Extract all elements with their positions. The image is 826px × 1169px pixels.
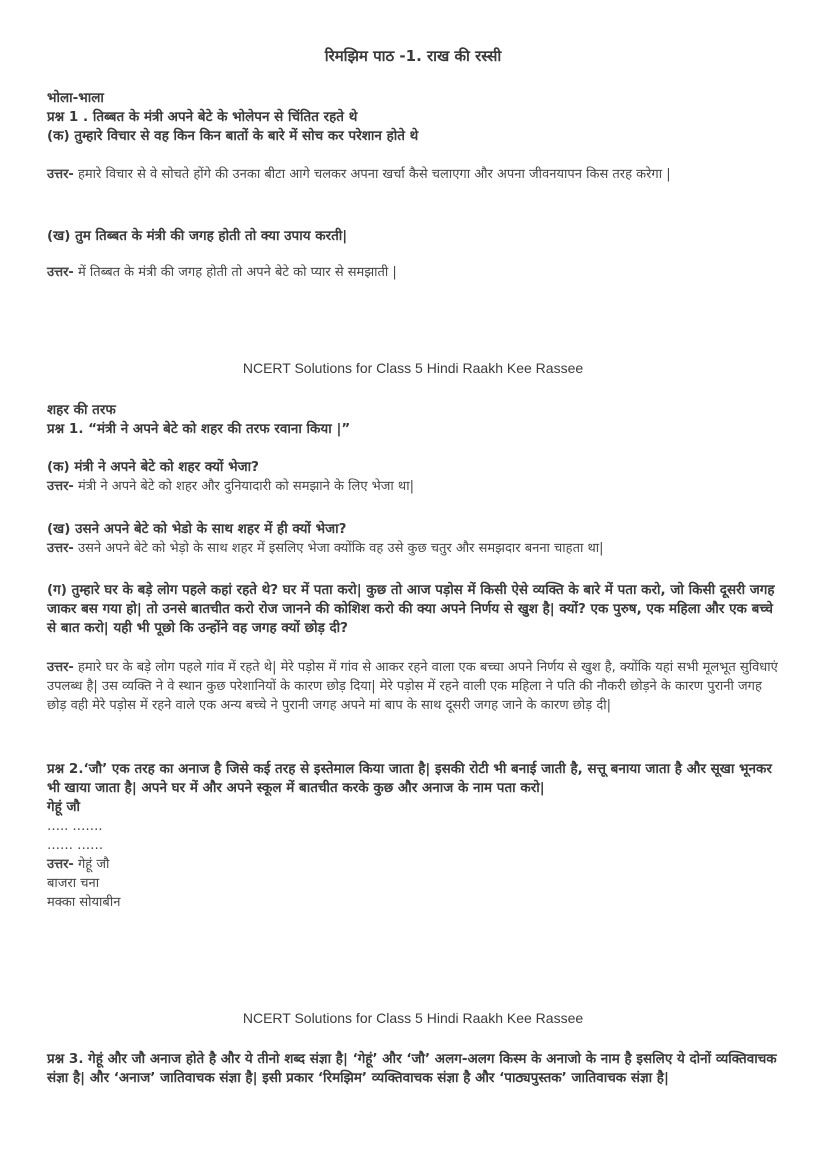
question-1c-block <box>47 581 782 638</box>
answer-text: गेहूं जौ <box>73 857 110 872</box>
blank-line: ….. ……. <box>47 819 103 834</box>
question-1: प्रश्न 1 . तिब्बत के मंत्री अपने बेटे के भोलेपन से चिंतित रहते थे <box>47 109 358 125</box>
grain-line: गेहूं जौ <box>47 799 80 815</box>
question-1c: (ग) तुम्हारे घर के बड़े लोग पहले कहां रहते थे? घर में पता करो| कुछ तो आज पड़ोस में किसी ऐसे व्यक्ति के बारे में पता करो, जो किसी दूसरी जगह जाकर बस गया हो| तो उनसे बातचीत करो रोज जानने की कोशिश करो की क्या अपने निर्णय से खुश है| क्यों? एक पुरुष, एक महिला और एक बच्चे से बात करो| यही भी पूछो कि उन्होंने वह जगह क्यों छोड़ दी? <box>47 582 775 636</box>
question-2-block <box>47 760 782 912</box>
question-2: प्रश्न 2.‘जौ’ एक तरह का अनाज है जिसे कई तरह से इस्तेमाल किया जाता है| इसकी रोटी भी बनाई जाती है, सत्तू बनाया जाता है और सूखा भूनकर भी खाया जाता है| अपने घर में और अपने स्कूल में बातचीत करके कुछ और अनाज के नाम पता करो| <box>47 761 772 796</box>
answer-label: उत्तर- <box>47 265 74 280</box>
answer-line: बाजरा चना <box>47 876 100 891</box>
qa-1b <box>47 520 782 558</box>
blank-line: …… …… <box>47 838 104 853</box>
section-heading: शहर की तरफ <box>47 402 116 418</box>
question-1b: (ख) तुम तिब्बत के मंत्री की जगह होती तो क्या उपाय करती| <box>47 228 348 244</box>
answer-text: हमारे घर के बड़े लोग पहले गांव में रहते थे| मेरे पड़ोस में गांव से आकर रहने वाला एक बच्चा अपने निर्णय से खुश है, क्योंकि यहां सभी मूलभूत सुविधाएं उपलब्ध है| उस व्यक्ति ने वे स्थान कुछ परेशानियों के कारण छोड़ दिया| मेरे पड़ोस में रहने वाली एक महिला ने पति की नौकरी छोड़ने के कारण पुरानी जगह छोड़ वही मेरे पड़ोस में रहने वाले एक अन्य बच्चे ने पुरानी जगह अपने मां बाप के साथ दूसरी जगह जाने के कारण छोड़ दी| <box>47 660 778 713</box>
answer-line: मक्का सोयाबीन <box>47 895 121 910</box>
section-bhola-bhala <box>47 89 782 146</box>
answer-text: मंत्री ने अपने बेटे को शहर और दुनियादारी को समझाने के लिए भेजा था| <box>73 479 414 494</box>
question-1: प्रश्न 1. “मंत्री ने अपने बेटे को शहर की तरफ रवाना किया |” <box>47 421 351 437</box>
question-1b-block <box>47 227 782 246</box>
question-1a: (क) तुम्हारे विचार से वह किन किन बातों के बारे में सोच कर परेशान होते थे <box>47 128 419 144</box>
page-header: NCERT Solutions for Class 5 Hindi Raakh Kee Rassee <box>242 1010 584 1026</box>
question-3: प्रश्न 3. गेहूं और जौ अनाज होते है और ये तीनो शब्द संज्ञा है| ‘गेहूं’ और ‘जौ’ अलग-अलग किस्म के अनाजो के नाम है इसलिए ये दोनों व्यक्तिवाचक संज्ञा है| और ‘अनाज’ जातिवाचक संज्ञा है| इसी प्रकार ‘रिमझिम’ व्यक्तिवाचक संज्ञा है और ‘पाठ्यपुस्तक’ जातिवाचक संज्ञा है| <box>47 1051 777 1086</box>
answer-1c <box>47 658 782 715</box>
answer-label: उत्तर- <box>47 660 74 675</box>
question-3-block <box>47 1050 782 1088</box>
answer-label: उत्तर- <box>47 857 74 872</box>
answer-label: उत्तर- <box>47 541 74 556</box>
section-heading: भोला-भाला <box>47 90 104 106</box>
answer-text: उसने अपने बेटे को भेड़ो के साथ शहर में इसलिए भेजा क्योंकि वह उसे कुछ चतुर और समझदार बनना चाहता था| <box>73 541 604 556</box>
question-1b: (ख) उसने अपने बेटे को भेडो के साथ शहर में ही क्यों भेजा? <box>47 521 347 537</box>
qa-1a <box>47 458 782 496</box>
answer-text: में तिब्बत के मंत्री की जगह होती तो अपने बेटे को प्यार से समझाती | <box>73 265 397 280</box>
section-shahar-ki-taraf <box>47 401 782 439</box>
question-1a: (क) मंत्री ने अपने बेटे को शहर क्यों भेजा? <box>47 459 259 475</box>
answer-label: उत्तर- <box>47 167 74 182</box>
answer-1a <box>47 165 782 184</box>
document-title: रिमझिम पाठ -1. राख की रस्सी <box>324 47 502 65</box>
page-header: NCERT Solutions for Class 5 Hindi Raakh Kee Rassee <box>242 360 584 376</box>
answer-1b <box>47 263 782 282</box>
answer-text: हमारे विचार से वे सोचते होंगे की उनका बीटा आगे चलकर अपना खर्चा कैसे चलाएगा और अपना जीवनयापन किस तरह करेगा | <box>73 167 671 182</box>
answer-label: उत्तर- <box>47 479 74 494</box>
